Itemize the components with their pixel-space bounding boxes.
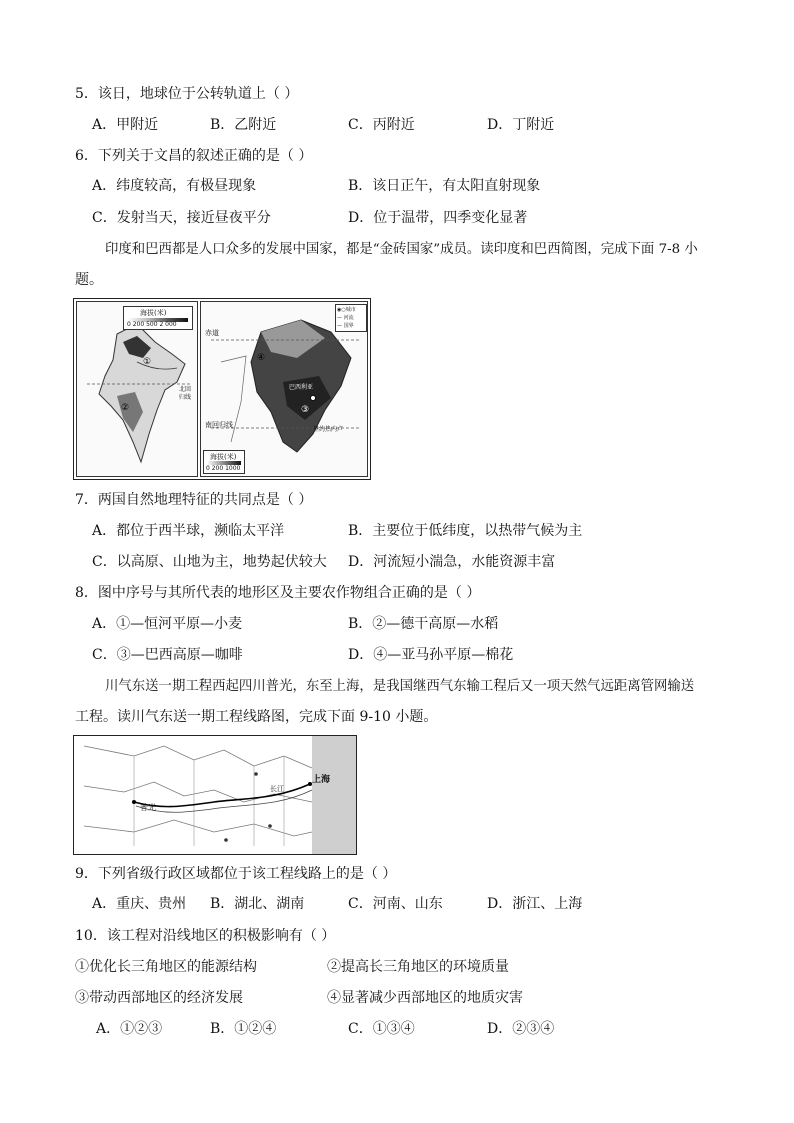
india-legend-title: 海拔(米) xyxy=(140,309,167,317)
intro-9-10-line2: 工程。读川气东送一期工程线路图，完成下面 9-10 小题。 xyxy=(75,709,438,725)
question-10-stem: 10．该工程对沿线地区的积极影响有（ ） xyxy=(75,928,336,944)
q6-option-c[interactable]: C．发射当天，接近昼夜平分 xyxy=(92,210,271,226)
q9-option-a[interactable]: A．重庆、贵州 xyxy=(92,896,187,912)
brazil-legend-city: ◉○城市 xyxy=(337,307,356,313)
brazil-elev-title: 海拔(米) xyxy=(210,453,237,461)
india-elevation-legend xyxy=(123,306,193,330)
q7-option-d[interactable]: D．河流短小湍急，水能资源丰富 xyxy=(348,554,556,570)
pipeline-east-label: 上海 xyxy=(312,775,331,785)
q8-option-d[interactable]: D．④—亚马孙平原—棉花 xyxy=(348,647,514,663)
brazil-elevation-legend xyxy=(203,450,245,474)
brazil-elev-scale: 0 200 1000 xyxy=(206,465,241,472)
q9-option-b[interactable]: B．湖北、湖南 xyxy=(210,896,305,912)
pipeline-west-label: 普光 xyxy=(140,803,156,812)
q10-option-b[interactable]: B．①②④ xyxy=(210,1021,277,1037)
brazil-equator-label: 赤道 xyxy=(205,329,219,337)
india-brazil-map-figure xyxy=(73,298,371,480)
q8-option-c[interactable]: C．③—巴西高原—咖啡 xyxy=(92,647,243,663)
brazil-legend-border: — 国界 xyxy=(337,323,354,329)
intro-9-10-line1: 川气东送一期工程西起四川普光，东至上海，是我国继西气东输工程后又一项天然气远距离管网输送 xyxy=(105,679,695,694)
q5-option-c[interactable]: C．丙附近 xyxy=(348,117,415,133)
brazil-map xyxy=(200,301,368,477)
q8-option-b[interactable]: B．②—德干高原—水稻 xyxy=(348,616,499,632)
india-map xyxy=(76,301,198,477)
india-marker-2: ② xyxy=(121,403,130,413)
question-7-stem: 7．两国自然地理特征的共同点是（ ） xyxy=(75,492,313,508)
intro-7-8-line2: 题。 xyxy=(75,272,103,288)
q7-option-b[interactable]: B．主要位于低纬度，以热带气候为主 xyxy=(348,523,583,539)
brazil-tropic-label: 南回归线 xyxy=(205,421,233,429)
q10-option-d[interactable]: D．②③④ xyxy=(487,1021,555,1037)
q10-item-2: ②提高长三角地区的环境质量 xyxy=(327,959,509,975)
pipeline-river-label: 长江 xyxy=(270,785,284,793)
question-8-stem: 8．图中序号与其所代表的地形区及主要农作物组合正确的是（ ） xyxy=(75,585,481,601)
india-legend-scale: 0 200 500 2 000 xyxy=(127,321,177,328)
q9-option-c[interactable]: C．河南、山东 xyxy=(348,896,443,912)
pipeline-map-graphic xyxy=(74,736,356,854)
q10-option-c[interactable]: C．①③④ xyxy=(348,1021,415,1037)
q10-option-a[interactable]: A．①②③ xyxy=(96,1021,163,1037)
brazil-marker-3: ③ xyxy=(301,405,310,415)
q6-option-b[interactable]: B．该日正午，有太阳直射现象 xyxy=(348,178,541,194)
q7-option-a[interactable]: A．都位于西半球，濒临太平洋 xyxy=(92,523,285,539)
q5-option-b[interactable]: B．乙附近 xyxy=(210,117,277,133)
brazil-legend-river: — 河流 xyxy=(337,315,354,321)
q7-option-c[interactable]: C．以高原、山地为主，地势起伏较大 xyxy=(92,554,327,570)
pipeline-map-figure xyxy=(73,735,357,855)
question-6-stem: 6．下列关于文昌的叙述正确的是（ ） xyxy=(75,148,313,164)
q10-item-4: ④显著减少西部地区的地质灾害 xyxy=(327,990,523,1006)
q9-option-d[interactable]: D．浙江、上海 xyxy=(487,896,583,912)
india-tropic-label: 北回归线 xyxy=(179,386,192,401)
q5-option-d[interactable]: D．丁附近 xyxy=(487,117,555,133)
brazil-symbol-legend xyxy=(335,304,367,332)
brazil-marker-4: ④ xyxy=(257,353,266,363)
q10-item-3: ③带动西部地区的经济发展 xyxy=(75,990,243,1006)
brazil-capital-label: 巴西利亚 xyxy=(289,384,314,391)
q10-item-1: ①优化长三角地区的能源结构 xyxy=(75,959,257,975)
q6-option-a[interactable]: A．纬度较高，有极昼现象 xyxy=(92,178,257,194)
q5-option-a[interactable]: A．甲附近 xyxy=(92,117,159,133)
india-marker-1: ① xyxy=(143,357,152,367)
q8-option-a[interactable]: A．①—恒河平原—小麦 xyxy=(92,616,243,632)
q6-option-d[interactable]: D．位于温带，四季变化显著 xyxy=(348,210,528,226)
brazil-rio-label: 里约热内卢 xyxy=(313,426,344,433)
intro-7-8-line1: 印度和巴西都是人口众多的发展中国家，都是“金砖国家”成员。读印度和巴西简图，完成下面 7-8 小 xyxy=(105,242,698,257)
question-9-stem: 9．下列省级行政区域都位于该工程线路上的是（ ） xyxy=(75,866,397,882)
question-5-stem: 5．该日，地球位于公转轨道上（ ） xyxy=(75,86,299,102)
